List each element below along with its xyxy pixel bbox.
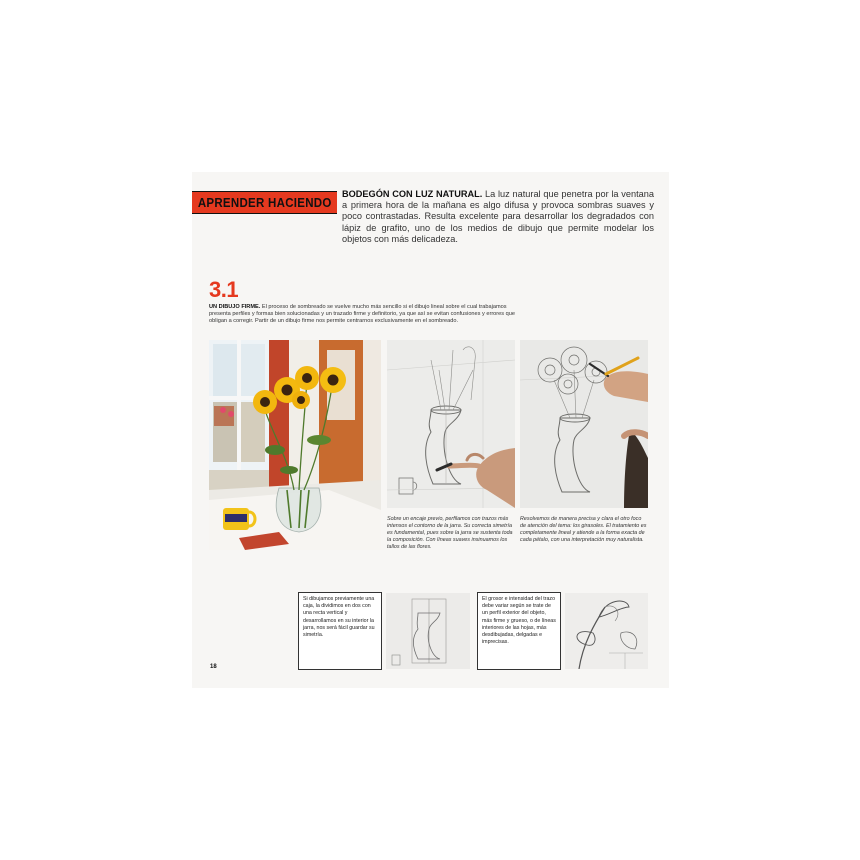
section-body: El proceso de sombreado se vuelve mucho más sencillo si el dibujo lineal sobre el cual trabajamos presenta perfiles y formas bien solucionadas y un trazado firme y definitorio, ya que así se evitan confusiones y errores que obligan a corregir. Partir de un dibujo firme nos permite centrarnos exclusivamente en el sombreado. xyxy=(209,304,515,324)
banner-title: APRENDER HACIENDO xyxy=(197,195,332,210)
leaf-sketch-photo xyxy=(565,593,648,669)
section-paragraph xyxy=(209,304,517,325)
caption-vase-sketch: Sobre un encaje previo, perfilamos con trazos más intensos el contorno de la jarra. Su correcta simetría es fundamental, pues sobre la jarra se sustenta toda la composición. Con líneas suaves insinuamos los tallos de las flores. xyxy=(387,516,513,550)
tip-box-line-weight xyxy=(477,592,561,670)
sunflower-sketch-illustration xyxy=(520,340,648,508)
page-number: 18 xyxy=(210,664,217,670)
section-heading: UN DIBUJO FIRME. xyxy=(209,304,261,310)
intro-heading: BODEGÓN CON LUZ NATURAL. xyxy=(342,189,483,199)
sunflower-sketch-photo xyxy=(520,340,648,508)
vase-sketch-photo xyxy=(387,340,515,508)
caption-sunflower-sketch: Resolvemos de manera precisa y clara el otro foco de atención del tema: los girasoles. El tratamiento es completamente lineal y atiende a la forma exacta de cada pétalo, con una interpretación muy naturalista. xyxy=(520,516,647,543)
box-sketch-photo xyxy=(386,593,470,669)
intro-body: La luz natural que penetra por la ventana a primera hora de la mañana es algo difusa y provoca sombras suaves y poco contrastadas. Resulta excelente para desarrollar los degradados con lápiz de grafito, uno de los medios de dibujo que permite modelar los objetos con más delicadeza. xyxy=(342,189,654,244)
tip-text-line-weight: El grosor e intensidad del trazo debe variar según se trate de un perfil exterior del objeto, más firme y grueso, o de líneas interiores de las hojas, más desdibujadas, delgadas e imprecisas. xyxy=(482,596,556,646)
leaf-sketch-illustration xyxy=(565,593,648,669)
sunflower-photo-illustration xyxy=(209,340,381,550)
section-banner xyxy=(192,191,337,214)
tip-box-symmetry xyxy=(298,592,382,670)
sunflower-photo xyxy=(209,340,381,550)
section-number: 3.1 xyxy=(209,277,239,302)
vase-sketch-illustration xyxy=(387,340,515,508)
tip-text-symmetry: Si dibujamos previamente una caja, la dividimos en dos con una recta vertical y desarrollamos en su interior la jarra, nos será fácil guardar su simetría. xyxy=(303,596,375,639)
intro-paragraph xyxy=(342,189,654,245)
box-sketch-illustration xyxy=(386,593,470,669)
